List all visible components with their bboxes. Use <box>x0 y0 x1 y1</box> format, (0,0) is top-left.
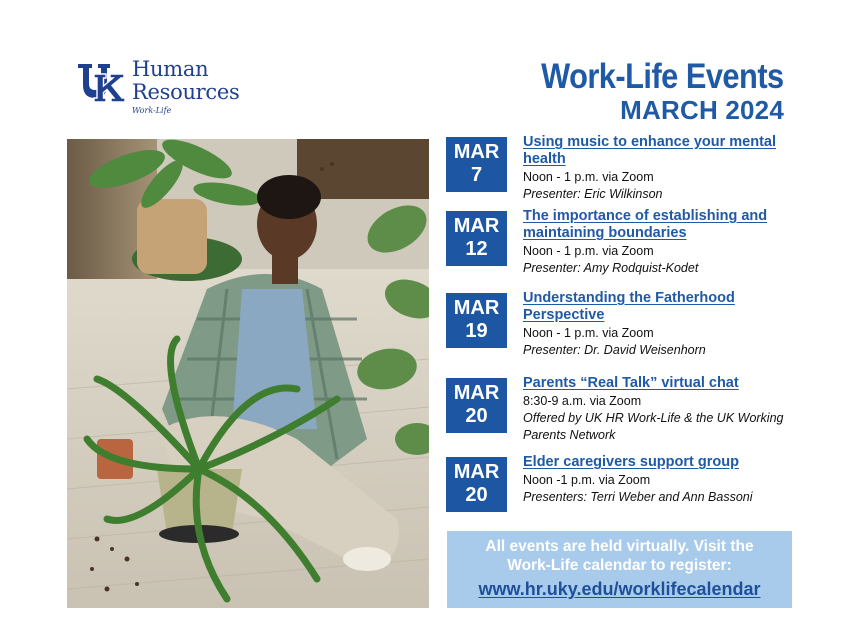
uk-logo-icon <box>76 60 126 104</box>
date-day: 12 <box>465 238 488 260</box>
date-day: 20 <box>465 484 488 506</box>
page-subtitle: MARCH 2024 <box>620 95 784 125</box>
date-day: 20 <box>465 405 488 427</box>
event-presenter: Presenters: Terri Weber and Ann Bassoni <box>523 490 753 504</box>
date-month: MAR <box>453 215 500 237</box>
date-badge <box>446 293 507 348</box>
banner-text-line2: Work-Life calendar to register: <box>507 557 732 574</box>
logo-line-human: Human <box>132 57 209 81</box>
event-time: Noon -1 p.m. via Zoom <box>523 473 651 487</box>
calendar-url-link[interactable]: www.hr.uky.edu/worklifecalendar <box>478 579 761 599</box>
event-presenter: Presenter: Dr. David Weisenhorn <box>523 343 706 357</box>
event-presenter: Presenter: Eric Wilkinson <box>523 187 663 201</box>
woman-with-plants-photo <box>67 139 429 608</box>
hr-logo <box>76 58 246 120</box>
logo-wordmark <box>132 58 240 104</box>
date-badge <box>446 211 507 266</box>
event-title-link[interactable]: The importance of establishing and maintaining boundaries <box>523 208 768 241</box>
registration-banner <box>447 531 792 608</box>
event-title-link[interactable]: Understanding the Fatherhood Perspective <box>523 290 735 323</box>
date-badge <box>446 378 507 433</box>
event-time: Noon - 1 p.m. via Zoom <box>523 326 654 340</box>
event-details <box>523 134 813 203</box>
event-time: 8:30-9 a.m. via Zoom <box>523 394 642 408</box>
event-time: Noon - 1 p.m. via Zoom <box>523 170 654 184</box>
date-month: MAR <box>453 382 500 404</box>
date-month: MAR <box>453 141 500 163</box>
banner-text-line1: All events are held virtually. Visit the <box>485 538 754 555</box>
date-month: MAR <box>453 297 500 319</box>
date-badge <box>446 137 507 192</box>
logo-line-resources: Resources <box>132 80 240 104</box>
event-details <box>523 208 813 277</box>
event-title-link[interactable]: Parents “Real Talk” virtual chat <box>523 375 739 391</box>
event-presenter: Offered by UK HR Work-Life & the UK Working Parents Network <box>523 411 784 442</box>
event-title-link[interactable]: Elder caregivers support group <box>523 454 739 470</box>
event-details <box>523 290 813 359</box>
logo-subtitle: Work-Life <box>132 106 172 115</box>
date-day: 7 <box>470 164 483 186</box>
date-day: 19 <box>465 320 488 342</box>
event-presenter: Presenter: Amy Rodquist-Kodet <box>523 261 699 275</box>
date-badge <box>446 457 507 512</box>
event-time: Noon - 1 p.m. via Zoom <box>523 244 654 258</box>
event-details <box>523 375 813 444</box>
event-title-link[interactable]: Using music to enhance your mental health <box>523 134 776 167</box>
page-title: Work-Life Events <box>541 57 784 96</box>
date-month: MAR <box>453 461 500 483</box>
event-details <box>523 454 813 506</box>
